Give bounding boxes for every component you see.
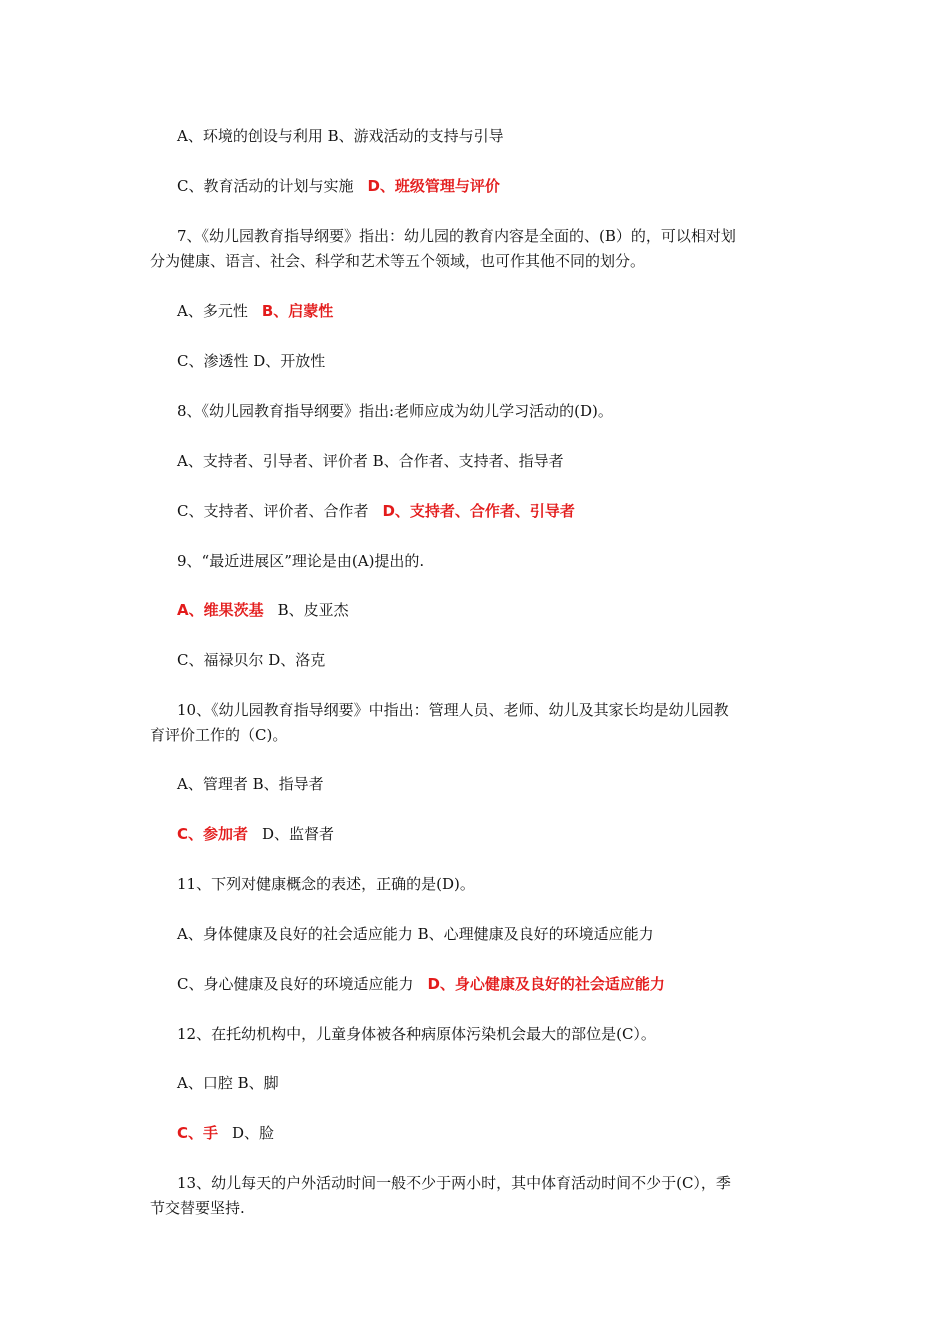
option-line: C、参加者 D、监督者 [177,825,335,843]
correct-answer: C、手 [177,1124,219,1142]
option-line: A、维果茨基 B、皮亚杰 [177,601,349,619]
option-line: A、支持者、引导者、评价者 B、合作者、支持者、指导者 [177,452,564,470]
correct-answer: D、身心健康及良好的社会适应能力 [427,975,665,993]
question-text-continued: 育评价工作的（C)。 [150,726,288,744]
option-line: C、支持者、评价者、合作者 D、支持者、合作者、引导者 [177,502,575,520]
option-line: C、渗透性 D、开放性 [177,352,326,370]
option-line: A、管理者 B、指导者 [177,775,324,793]
question-text: 9、“最近进展区”理论是由(A)提出的. [177,552,425,570]
question-text: 10、《幼儿园教育指导纲要》中指出：管理人员、老师、幼儿及其家长均是幼儿园教 [177,701,729,719]
correct-answer: D、支持者、合作者、引导者 [382,502,575,520]
question-text-continued: 节交替要坚持. [150,1199,245,1217]
option-line: C、教育活动的计划与实施 D、班级管理与评价 [177,177,500,195]
correct-answer: B、启蒙性 [261,302,334,320]
correct-answer: C、参加者 [177,825,249,843]
question-text: 7、《幼儿园教育指导纲要》指出：幼儿园的教育内容是全面的、(B）的，可以相对划 [177,227,736,245]
question-text-continued: 分为健康、语言、社会、科学和艺术等五个领域，也可作其他不同的划分。 [150,252,646,270]
correct-answer: D、班级管理与评价 [367,177,500,195]
option-line: A、身体健康及良好的社会适应能力 B、心理健康及良好的环境适应能力 [177,925,654,943]
option-line: A、环境的创设与利用 B、游戏活动的支持与引导 [177,127,504,145]
question-text: 8、《幼儿园教育指导纲要》指出:老师应成为幼儿学习活动的(D)。 [177,402,613,420]
question-text: 13、幼儿每天的户外活动时间一般不少于两小时，其中体育活动时间不少于(C），季 [177,1174,731,1192]
option-line: A、多元性 B、启蒙性 [177,302,334,320]
option-line: A、口腔 B、脚 [177,1074,279,1092]
option-line: C、身心健康及良好的环境适应能力 D、身心健康及良好的社会适应能力 [177,975,665,993]
option-line: C、手 D、脸 [177,1124,275,1142]
question-text: 12、在托幼机构中，儿童身体被各种病原体污染机会最大的部位是(C）。 [177,1025,656,1043]
question-text: 11、下列对健康概念的表述，正确的是(D)。 [177,875,475,893]
option-line: C、福禄贝尔 D、洛克 [177,651,326,669]
correct-answer: A、维果茨基 [177,601,264,619]
